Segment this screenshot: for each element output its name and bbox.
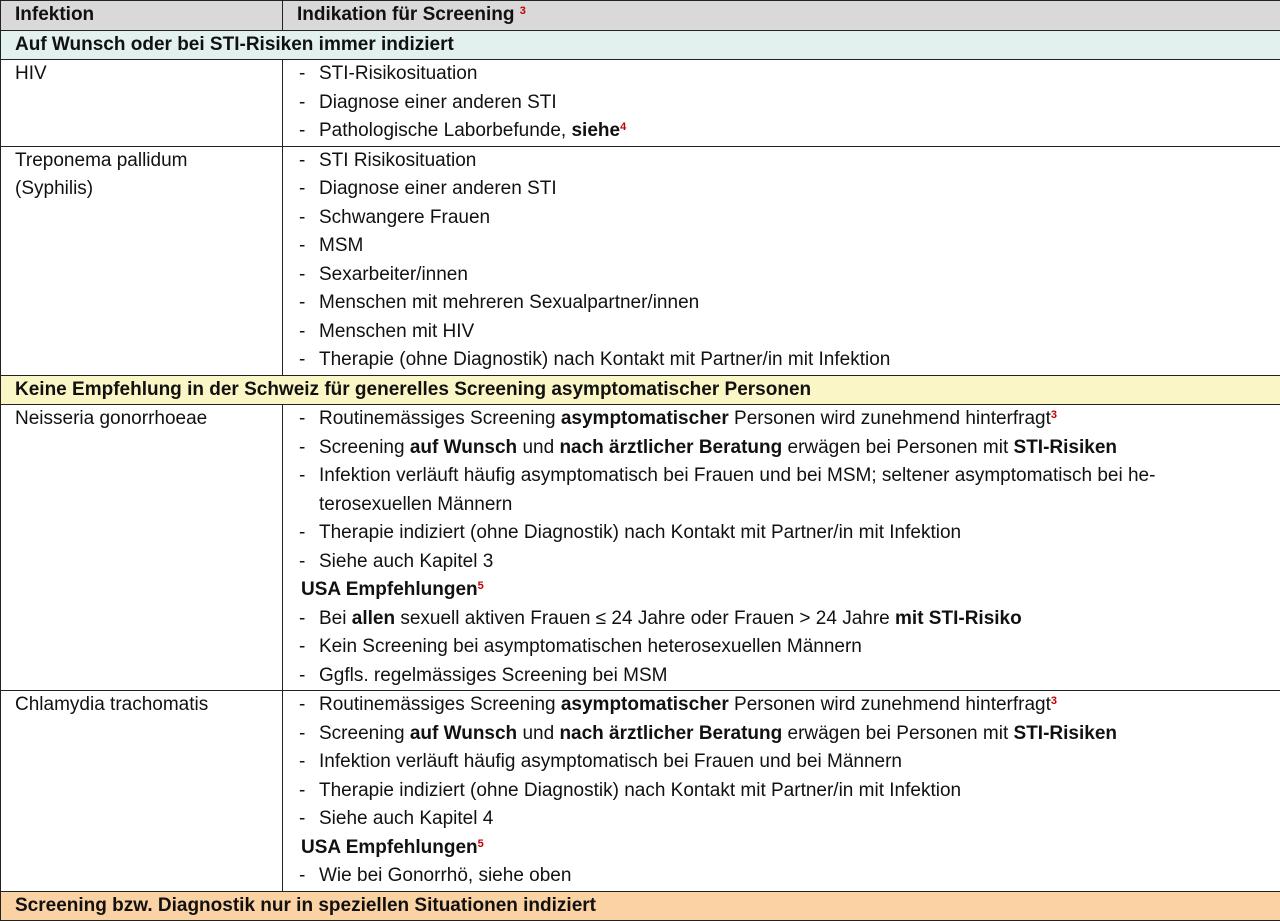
list-item: - Screening auf Wunsch und nach ärztlicher Beratung erwägen bei Personen mit STI-Risiken [299,720,1266,749]
list-item: - MSM [299,232,1266,261]
list-item: - Routinemässiges Screening asymptomatischer Personen wird zunehmend hinterfragt$^3$ [299,405,1266,434]
list-item: - Diagnose einer anderen STI [299,89,1266,118]
list-item: - Kein Screening bei asymptomatischen heterosexuellen Männern [299,633,1266,662]
list-item: - Menschen mit mehreren Sexualpartner/innen [299,289,1266,318]
header-indikation: Indikation für Screening $^3$ [283,1,1280,31]
table-row-hiv [1,60,1280,147]
list-item: - Infektion verläuft häufig asymptomatisch bei Frauen und bei MSM; seltener asymptomatisch bei he-terosexuellen Männern [299,462,1266,519]
footnote-ref: 3 [1051,695,1057,707]
list-item: - Diagnose einer anderen STI [299,175,1266,204]
list-item: - STI-Risikosituation [299,60,1266,89]
table-row-gonorrhoeae [1,405,1280,691]
infection-name: HIV [1,60,283,147]
list-item: - Infektion verläuft häufig asymptomatisch bei Frauen und bei Männern [299,748,1266,777]
infection-name: Neisseria gonorrhoeae [1,405,283,691]
usa-recommendations-heading: USA Empfehlungen$^5$ [299,576,1266,605]
table-row-chlamydia [1,691,1280,892]
indication-cell [283,60,1280,147]
section-row-special [1,891,1280,921]
footnote-ref: 4 [620,121,626,133]
table-row-syphilis [1,146,1280,375]
list-item: - Menschen mit HIV [299,318,1266,347]
infection-name: Treponema pallidum (Syphilis) [1,146,283,375]
footnote-ref: 3 [1051,409,1057,421]
section-row-always [1,30,1280,60]
list-item: - Therapie (ohne Diagnostik) nach Kontakt mit Partner/in mit Infektion [299,346,1266,375]
list-item: - Screening auf Wunsch und nach ärztlicher Beratung erwägen bei Personen mit STI-Risiken [299,434,1266,463]
footnote-ref: 3 [520,5,526,17]
list-item: - Siehe auch Kapitel 4 [299,805,1266,834]
list-item: - Schwangere Frauen [299,204,1266,233]
header-infektion: Infektion [1,1,283,31]
table-header-row [1,1,1280,31]
infection-name: Chlamydia trachomatis [1,691,283,892]
list-item: - Therapie indiziert (ohne Diagnostik) nach Kontakt mit Partner/in mit Infektion [299,519,1266,548]
footnote-ref: 5 [478,580,484,592]
usa-recommendations-heading: USA Empfehlungen$^5$ [299,834,1266,863]
indication-cell [283,146,1280,375]
section-row-no-recommendation [1,375,1280,405]
list-item: - Siehe auch Kapitel 3 [299,548,1266,577]
list-item: - Sexarbeiter/innen [299,261,1266,290]
indication-cell [283,405,1280,691]
section-title: Screening bzw. Diagnostik nur in speziellen Situationen indiziert [1,891,1280,921]
list-item: - Pathologische Laborbefunde, siehe$^4$ [299,117,1266,146]
list-item: - Ggfls. regelmässiges Screening bei MSM [299,662,1266,691]
list-item: - Bei allen sexuell aktiven Frauen ≤ 24 Jahre oder Frauen > 24 Jahre mit STI-Risiko [299,605,1266,634]
section-title: Auf Wunsch oder bei STI-Risiken immer indiziert [1,30,1280,60]
section-title: Keine Empfehlung in der Schweiz für generelles Screening asymptomatischer Personen [1,375,1280,405]
list-item: - STI Risikosituation [299,147,1266,176]
footnote-ref: 5 [478,838,484,850]
indication-cell [283,691,1280,892]
list-item: - Therapie indiziert (ohne Diagnostik) nach Kontakt mit Partner/in mit Infektion [299,777,1266,806]
list-item: - Wie bei Gonorrhö, siehe oben [299,862,1266,891]
list-item: - Routinemässiges Screening asymptomatischer Personen wird zunehmend hinterfragt$^3$ [299,691,1266,720]
